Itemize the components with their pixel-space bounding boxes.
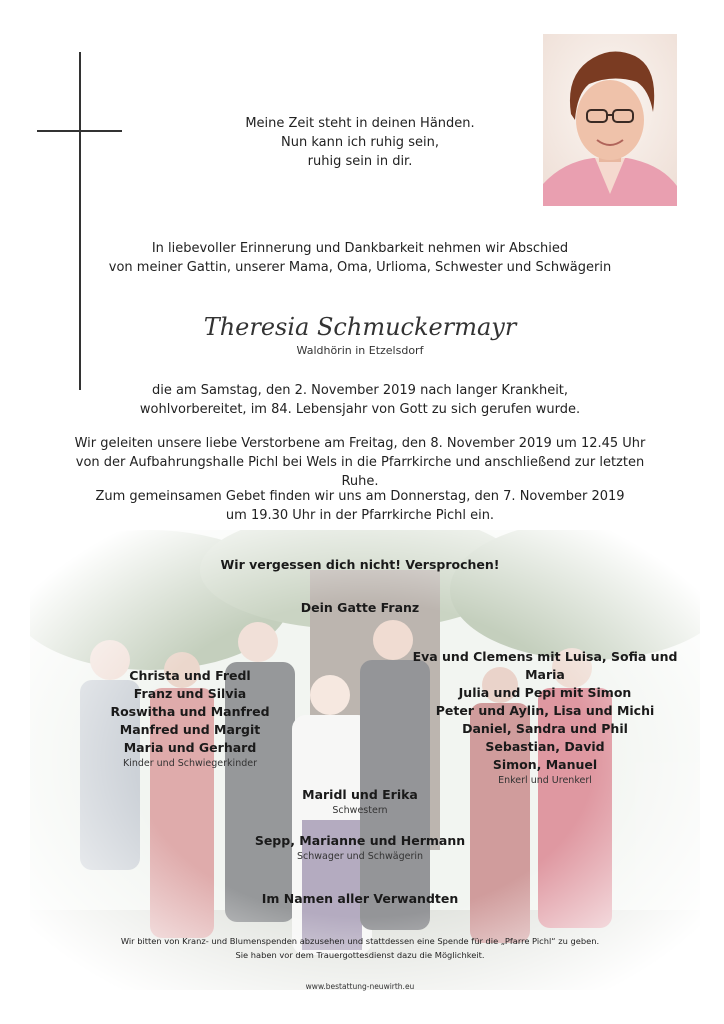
grandchildren-name: Peter und Aylin, Lisa und Michi xyxy=(435,703,655,718)
intro-line: In liebevoller Erinnerung und Dankbarkeit nehmen wir Abschied xyxy=(151,241,569,256)
children-name: Christa und Fredl xyxy=(129,668,251,683)
grandchildren-name: Eva und Clemens mit Luisa, Sofia und Maria xyxy=(412,649,678,682)
donation-line: Wir bitten von Kranz- und Blumenspenden abzusehen und stattdessen eine Spende für die „Pfarre Pichl“ zu geben. xyxy=(120,936,600,946)
grandchildren-name: Julia und Pepi mit Simon xyxy=(458,685,632,700)
siblings-group xyxy=(260,786,460,818)
promise-line: Wir vergessen dich nicht! Versprochen! xyxy=(220,557,500,572)
siblings-label: Schwestern xyxy=(332,805,388,816)
children-name: Maria und Gerhard xyxy=(123,740,257,755)
donation-line: Sie haben vor dem Trauergottesdienst dazu die Möglichkeit. xyxy=(235,950,485,960)
death-line: die am Samstag, den 2. November 2019 nach langer Krankheit, xyxy=(151,383,569,398)
children-label: Kinder und Schwiegerkinder xyxy=(122,758,258,769)
funeral-line: von der Aufbahrungshalle Pichl bei Wels in die Pfarrkirche und anschließend zur letzten Ruhe. xyxy=(75,455,645,489)
verse-line: Meine Zeit steht in deinen Händen. xyxy=(245,116,475,131)
portrait-photo xyxy=(543,34,677,206)
children-name: Roswitha und Manfred xyxy=(110,704,270,719)
donation-note xyxy=(60,934,660,962)
death-line: wohlvorbereitet, im 84. Lebensjahr von Gott zu sich gerufen wurde. xyxy=(139,402,581,417)
funeral-info xyxy=(60,434,660,491)
cross-horizontal-bar xyxy=(37,130,122,132)
inlaws-group xyxy=(245,832,475,864)
grandchildren-name: Sebastian, David xyxy=(485,739,605,754)
cross-vertical-bar xyxy=(79,52,81,390)
grandchildren-group xyxy=(395,648,695,788)
prayer-line: Zum gemeinsamen Gebet finden wir uns am Donnerstag, den 7. November 2019 xyxy=(95,489,625,504)
deceased-name: Theresia Schmuckermayr xyxy=(203,313,517,341)
funeral-line: Wir geleiten unsere liebe Verstorbene am Freitag, den 8. November 2019 um 12.45 Uhr xyxy=(74,436,646,451)
prayer-info xyxy=(80,487,640,525)
children-name: Franz und Silvia xyxy=(133,686,247,701)
siblings-names: Maridl und Erika xyxy=(302,787,418,802)
verse xyxy=(200,114,520,171)
grandchildren-label: Enkerl und Urenkerl xyxy=(498,775,592,786)
all-relatives-line: Im Namen aller Verwandten xyxy=(261,891,459,906)
death-notice xyxy=(80,381,640,419)
grandchildren-name: Simon, Manuel xyxy=(492,757,598,772)
verse-line: ruhig sein in dir. xyxy=(307,154,413,169)
prayer-line: um 19.30 Uhr in der Pfarrkirche Pichl ein. xyxy=(225,508,495,523)
intro-text xyxy=(80,239,640,277)
children-name: Manfred und Margit xyxy=(119,722,261,737)
intro-line: von meiner Gattin, unserer Mama, Oma, Urlioma, Schwester und Schwägerin xyxy=(108,260,612,275)
husband-line: Dein Gatte Franz xyxy=(300,600,420,615)
grandchildren-name: Daniel, Sandra und Phil xyxy=(462,721,628,736)
children-group xyxy=(90,667,290,771)
verse-line: Nun kann ich ruhig sein, xyxy=(281,135,439,150)
portrait-illustration xyxy=(543,34,677,206)
inlaws-names: Sepp, Marianne und Hermann xyxy=(254,833,466,848)
deceased-subtitle: Waldhörin in Etzelsdorf xyxy=(296,344,424,357)
website-link[interactable]: www.bestattung-neuwirth.eu xyxy=(305,982,415,991)
inlaws-label: Schwager und Schwägerin xyxy=(296,851,424,862)
